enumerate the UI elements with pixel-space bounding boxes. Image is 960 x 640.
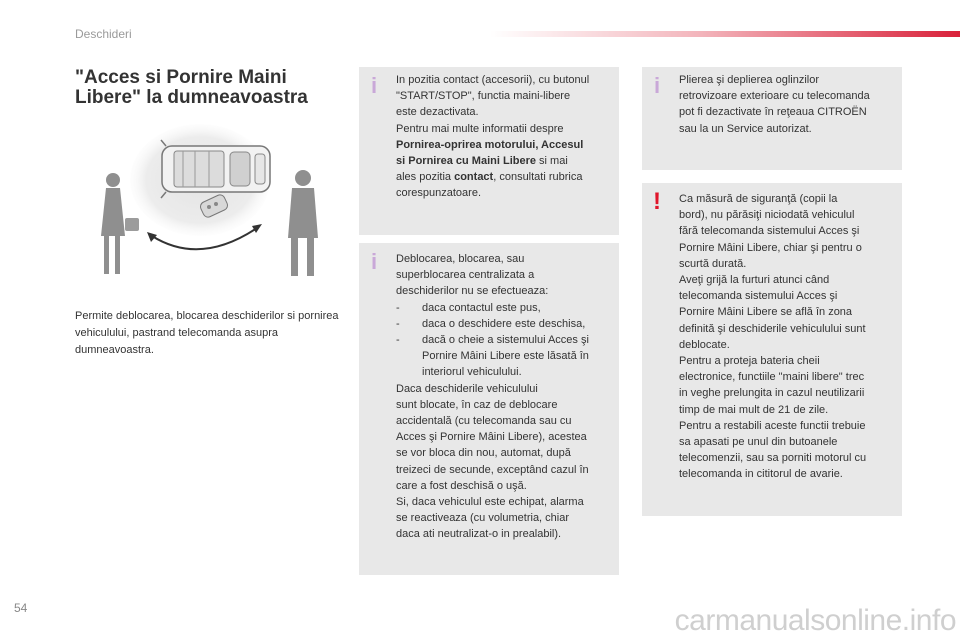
- text-line: Pentru a restabili aceste functii trebuie: [679, 419, 866, 432]
- text-line: este dezactivata.: [396, 106, 479, 119]
- text-line: bord), nu părăsiţi niciodată vehiculul: [679, 209, 855, 222]
- text-fragment: , consultati rubrica: [493, 171, 583, 184]
- text-line: deblocate.: [679, 338, 730, 351]
- list-item: - dacă o cheie a sistemului Acces şi Pornire Mâini Libere este lăsată în interiorul vehiculului.: [396, 332, 609, 381]
- list-item: - daca o deschidere este deschisa,: [396, 316, 609, 332]
- text-line: daca ati neutralizat-o in prealabil).: [396, 528, 562, 541]
- intro-paragraph: Permite deblocarea, blocarea deschiderilor si pornirea vehiculului, pastrand telecomanda asupra dumneavoastra.: [75, 310, 339, 356]
- text-line: deschiderilor nu se efectueaza:: [396, 285, 549, 298]
- text-line: in veghe prelungita in cazul neutilizarii: [679, 387, 865, 400]
- text-line: [396, 137, 609, 153]
- section-reference: contact: [454, 171, 494, 184]
- conditions-list: [396, 300, 609, 381]
- info-box-locking-conditions: [359, 243, 619, 575]
- text-line: timp de mai mult de 21 de zile.: [679, 403, 829, 416]
- info-icon: i: [653, 73, 661, 98]
- text-line: [396, 153, 609, 169]
- text-line: Acces şi Pornire Mâini Libere), acestea: [396, 431, 587, 444]
- text-line: retrovizoare exterioare cu telecomanda: [679, 90, 870, 103]
- text-line: telecomenzii, sau sa porniti motorul cu: [679, 452, 867, 465]
- text-line: Aveţi grijă la furturi atunci când: [679, 274, 830, 287]
- header-accent-bar: [490, 31, 960, 37]
- text-line: Pornire Mâini Libere se află în zona: [679, 306, 853, 319]
- info-box-mirror-folding: [642, 67, 902, 170]
- text-line: Deblocarea, blocarea, sau: [396, 253, 525, 265]
- text-line: se vor bloca din nou, automat, după: [396, 447, 571, 460]
- text-line: definită şi deschiderile vehiculului sunt: [679, 322, 866, 335]
- text-line: Pentru mai multe informatii despre: [396, 122, 564, 135]
- section-title: Deschideri: [75, 27, 132, 41]
- page-number: 54: [14, 601, 28, 615]
- section-reference: si Pornirea cu Maini Libere: [396, 155, 536, 168]
- text-line: [396, 169, 609, 185]
- info-icon: i: [370, 249, 378, 274]
- info-box-hands-free-disabled: [359, 67, 619, 235]
- text-line: Pornire Mâini Libere, chiar şi pentru o: [679, 241, 862, 254]
- watermark: carmanualsonline.info: [674, 604, 956, 637]
- car-top-view-icon: [161, 140, 270, 198]
- text-line: accidentală (cu telecomanda sau cu: [396, 415, 572, 428]
- text-fragment: si mai: [536, 155, 568, 168]
- text-line: "START/STOP", functia maini-libere: [396, 90, 571, 103]
- warning-icon: !: [653, 188, 661, 215]
- text-line: electronice, functiile "maini libere" trec: [679, 371, 865, 384]
- list-item: - daca contactul este pus,: [396, 300, 609, 316]
- man-figure-icon: [288, 170, 318, 276]
- text-line: Si, daca vehiculul este echipat, alarma: [396, 496, 584, 509]
- text-line: Plierea şi deplierea oglinzilor: [679, 74, 820, 86]
- hands-free-access-illustration: [75, 118, 340, 278]
- text-line: Pentru a proteja bateria cheii: [679, 355, 820, 368]
- text-line: telecomanda sistemului Acces şi: [679, 290, 838, 303]
- text-line: pot fi dezactivate în reţeaua CITROËN: [679, 106, 867, 119]
- info-icon: i: [370, 73, 378, 98]
- text-line: telecomanda in cititorul de avarie.: [679, 468, 843, 481]
- warning-box-safety: [642, 183, 902, 516]
- text-line: treizeci de secunde, exceptând cazul în: [396, 463, 589, 476]
- text-line: scurtă durată.: [679, 257, 747, 270]
- text-line: sunt blocate, în caz de deblocare: [396, 398, 558, 411]
- text-line: fără telecomanda sistemului Acces şi: [679, 225, 860, 238]
- text-line: se reactiveaza (cu volumetria, chiar: [396, 512, 570, 525]
- text-fragment: ales pozitia: [396, 171, 455, 184]
- text-line: sa apasati pe unul din butoanele: [679, 436, 838, 449]
- section-reference: Pornirea-oprirea motorului, Accesul: [396, 138, 584, 151]
- text-line: sau la un Service autorizat.: [679, 122, 812, 135]
- text-line: Daca deschiderile vehiculului: [396, 382, 538, 395]
- text-line: In pozitia contact (accesorii), cu butonul: [396, 74, 590, 86]
- text-line: corespunzatoare.: [396, 187, 481, 200]
- page-title: "Acces si Pornire Maini Libere" la dumneavoastra: [75, 67, 308, 108]
- text-line: Ca măsură de siguranţă (copii la: [679, 193, 838, 205]
- text-line: care a fost deschisă o uşă.: [396, 479, 527, 492]
- text-line: superblocarea centralizata a: [396, 269, 535, 282]
